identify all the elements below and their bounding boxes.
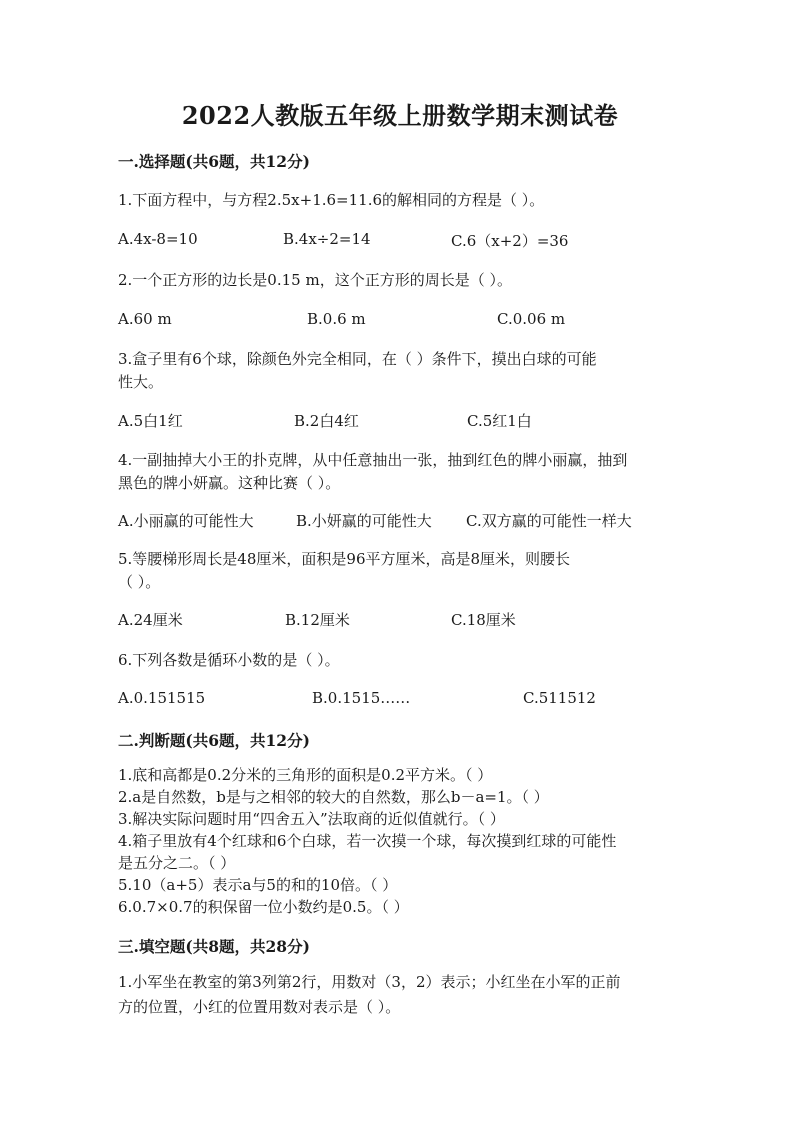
option-a: A.小丽赢的可能性大 <box>118 512 254 530</box>
option-a: A.0.151515 <box>118 689 206 707</box>
question-text: 5.等腰梯形周长是48厘米，面积是96平方厘米，高是8厘米，则腰长 <box>118 550 571 568</box>
section-heading-choice: 一.选择题(共6题，共12分) <box>118 152 310 171</box>
question-text: 2.一个正方形的边长是0.15 m，这个正方形的周长是（ ）。 <box>118 271 512 289</box>
option-b: B.12厘米 <box>285 611 350 629</box>
question-text: 方的位置，小红的位置用数对表示是（ ）。 <box>118 998 401 1016</box>
statement-line: 4.箱子里放有4个红球和6个白球，若一次摸一个球，每次摸到红球的可能性 <box>118 832 617 850</box>
option-b: B.0.6 m <box>307 310 366 328</box>
option-c: C.0.06 m <box>497 310 566 328</box>
question-text: 1.下面方程中，与方程2.5x+1.6=11.6的解相同的方程是（ ）。 <box>118 191 545 209</box>
option-c: C.6（x+2）=36 <box>451 232 569 250</box>
option-b: B.小妍赢的可能性大 <box>296 512 432 530</box>
option-a: A.24厘米 <box>118 611 183 629</box>
statement-line: 1.底和高都是0.2分米的三角形的面积是0.2平方米。（ ） <box>118 766 493 784</box>
statement-line: 5.10（a+5）表示a与5的和的10倍。（ ） <box>118 876 398 894</box>
option-c: C.511512 <box>523 689 596 707</box>
statement-line: 6.0.7×0.7的积保留一位小数约是0.5。（ ） <box>118 898 409 916</box>
question-text: 6.下列各数是循环小数的是（ ）。 <box>118 651 340 669</box>
question-text: 1.小军坐在教室的第3列第2行，用数对（3，2）表示；小红坐在小军的正前 <box>118 973 621 991</box>
option-b: B.2白4红 <box>294 412 359 430</box>
option-a: A.60 m <box>118 310 172 328</box>
option-a: A.5白1红 <box>118 412 183 430</box>
option-b: B.0.1515…… <box>312 689 411 707</box>
option-b: B.4x÷2=14 <box>283 230 371 248</box>
question-text: 4.一副抽掉大小王的扑克牌，从中任意抽出一张，抽到红色的牌小丽赢，抽到 <box>118 451 628 469</box>
question-text: 黑色的牌小妍赢。这种比赛（ ）。 <box>118 474 341 492</box>
section-heading-true-false: 二.判断题(共6题，共12分) <box>118 731 310 750</box>
question-text: 3.盒子里有6个球，除颜色外完全相同，在（ ）条件下，摸出白球的可能 <box>118 350 597 368</box>
option-a: A.4x-8=10 <box>118 230 198 248</box>
statement-line: 是五分之二。（ ） <box>118 854 236 872</box>
option-c: C.5红1白 <box>467 412 532 430</box>
page-title: 2022人教版五年级上册数学期末测试卷 <box>181 101 619 130</box>
option-c: C.双方赢的可能性一样大 <box>466 512 632 530</box>
section-heading-fill-in: 三.填空题(共8题，共28分) <box>118 937 310 956</box>
statement-line: 3.解决实际问题时用“四舍五入”法取商的近似值就行。（ ） <box>118 810 505 828</box>
option-c: C.18厘米 <box>451 611 516 629</box>
question-text: （ ）。 <box>118 573 161 591</box>
question-text: 性大。 <box>118 373 164 391</box>
statement-line: 2.a是自然数，b是与之相邻的较大的自然数，那么b－a=1。（ ） <box>118 788 549 806</box>
